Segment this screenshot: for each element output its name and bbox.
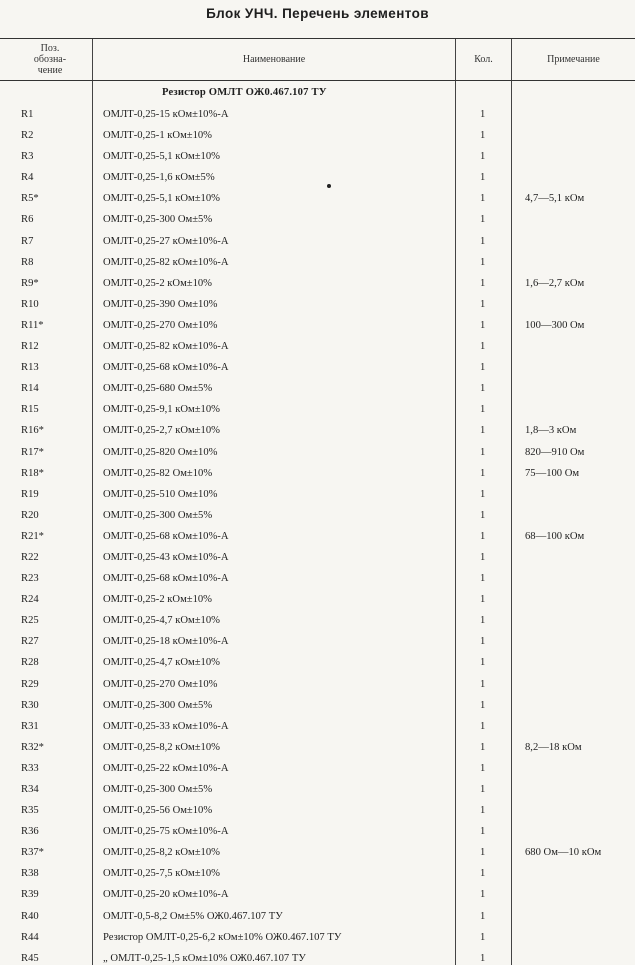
row-quantity: 1 bbox=[480, 109, 486, 120]
table-row bbox=[0, 294, 635, 315]
table-row bbox=[0, 104, 635, 125]
row-position: R6 bbox=[21, 214, 34, 226]
row-quantity: 1 bbox=[480, 573, 486, 585]
table-row bbox=[0, 252, 635, 273]
row-position: R22 bbox=[21, 551, 39, 563]
header-pos-line: Поз. bbox=[40, 43, 60, 54]
row-note: 75—100 Ом bbox=[525, 467, 580, 479]
row-position: R9* bbox=[21, 277, 39, 289]
table-row bbox=[0, 695, 635, 716]
header-note: Примечание bbox=[547, 54, 600, 65]
group-heading: Резистор ОМЛТ ОЖ0.467.107 ТУ bbox=[162, 87, 327, 98]
table-row bbox=[0, 336, 635, 357]
row-name: ОМЛТ-0,25-20 кОм±10%-А bbox=[103, 889, 229, 901]
table-row bbox=[0, 779, 635, 800]
row-name: ОМЛТ-0,25-68 кОм±10%-А bbox=[103, 362, 229, 374]
table-row bbox=[0, 674, 635, 695]
row-name: ОМЛТ-0,25-9,1 кОм±10% bbox=[103, 404, 220, 416]
table-row bbox=[0, 568, 635, 589]
row-position: R10 bbox=[21, 298, 39, 310]
row-quantity: 1 bbox=[480, 362, 486, 374]
row-name: ОМЛТ-0,25-8,2 кОм±10% bbox=[103, 847, 220, 859]
row-name: ОМЛТ-0,25-300 Ом±5% bbox=[103, 699, 213, 711]
elements-table bbox=[0, 38, 635, 965]
table-row bbox=[0, 842, 635, 863]
row-name: ОМЛТ-0,25-75 кОм±10%-А bbox=[103, 826, 229, 838]
row-name: ОМЛТ-0,25-300 Ом±5% bbox=[103, 509, 213, 521]
row-position: R30 bbox=[21, 699, 39, 711]
table-row bbox=[0, 652, 635, 673]
row-quantity: 1 bbox=[480, 404, 486, 416]
row-quantity: 1 bbox=[480, 277, 486, 289]
row-quantity: 1 bbox=[480, 805, 486, 817]
row-name: ОМЛТ-0,25-15 кОм±10%-А bbox=[103, 109, 229, 120]
table-row bbox=[0, 526, 635, 547]
row-name: ОМЛТ-0,25-390 Ом±10% bbox=[103, 298, 218, 310]
row-position: R4 bbox=[21, 172, 34, 184]
row-quantity: 1 bbox=[480, 509, 486, 521]
row-name: ОМЛТ-0,25-1 кОм±10% bbox=[103, 130, 212, 142]
row-quantity: 1 bbox=[480, 467, 486, 479]
row-note: 100—300 Ом bbox=[525, 319, 585, 331]
row-position: R11* bbox=[21, 319, 44, 331]
row-note: 68—100 кОм bbox=[525, 530, 585, 542]
row-position: R17* bbox=[21, 446, 44, 458]
header-pos-line: чение bbox=[37, 65, 63, 76]
table-row bbox=[0, 863, 635, 884]
row-name: ОМЛТ-0,25-300 Ом±5% bbox=[103, 214, 213, 226]
row-quantity: 1 bbox=[480, 826, 486, 838]
row-name: ОМЛТ-0,25-4,7 кОм±10% bbox=[103, 615, 220, 627]
table-row bbox=[0, 357, 635, 378]
row-quantity: 1 bbox=[480, 383, 486, 395]
table-row bbox=[0, 906, 635, 927]
table-row bbox=[0, 948, 635, 965]
row-position: R38 bbox=[21, 868, 39, 880]
row-name: ОМЛТ-0,25-68 кОм±10%-А bbox=[103, 530, 229, 542]
row-name: ОМЛТ-0,25-56 Ом±10% bbox=[103, 805, 213, 817]
row-quantity: 1 bbox=[480, 784, 486, 795]
row-quantity: 1 bbox=[480, 720, 486, 732]
table-row bbox=[0, 273, 635, 294]
row-position: R27 bbox=[21, 636, 39, 648]
page-title: Блок УНЧ. Перечень элементов bbox=[206, 6, 429, 21]
header-quantity: Кол. bbox=[474, 54, 493, 65]
row-name: ОМЛТ-0,25-33 кОм±10%-А bbox=[103, 720, 229, 732]
table-row bbox=[0, 231, 635, 252]
table-row bbox=[0, 547, 635, 568]
row-position: R35 bbox=[21, 805, 39, 817]
row-quantity: 1 bbox=[480, 319, 486, 331]
table-body bbox=[0, 104, 635, 965]
row-name: ОМЛТ-0,25-5,1 кОм±10% bbox=[103, 193, 220, 205]
table-row bbox=[0, 821, 635, 842]
table-row bbox=[0, 758, 635, 779]
table-row bbox=[0, 378, 635, 399]
row-name: ОМЛТ-0,25-68 кОм±10%-А bbox=[103, 573, 229, 585]
row-position: R34 bbox=[21, 784, 39, 795]
row-position: R33 bbox=[21, 762, 39, 774]
row-position: R39 bbox=[21, 889, 39, 901]
row-name: ОМЛТ-0,25-680 Ом±5% bbox=[103, 383, 213, 395]
row-position: R37* bbox=[21, 847, 44, 859]
row-position: R7 bbox=[21, 235, 34, 247]
row-position: R12 bbox=[21, 341, 39, 353]
row-quantity: 1 bbox=[480, 235, 486, 247]
row-name: ОМЛТ-0,25-82 кОм±10%-А bbox=[103, 341, 229, 353]
row-position: R19 bbox=[21, 488, 39, 500]
header-pos-line: обозна- bbox=[33, 54, 67, 65]
row-name: ОМЛТ-0,25-22 кОм±10%-А bbox=[103, 762, 229, 774]
table-row bbox=[0, 125, 635, 146]
row-name: Резистор ОМЛТ-0,25-6,2 кОм±10% ОЖ0.467.107 ТУ bbox=[103, 931, 342, 943]
table-row bbox=[0, 505, 635, 526]
row-position: R2 bbox=[21, 130, 34, 142]
row-position: R13 bbox=[21, 362, 39, 374]
row-name: ОМЛТ-0,25-7,5 кОм±10% bbox=[103, 868, 220, 880]
row-name: ОМЛТ-0,25-270 Ом±10% bbox=[103, 319, 218, 331]
row-quantity: 1 bbox=[480, 341, 486, 353]
row-position: R24 bbox=[21, 594, 39, 606]
table-row bbox=[0, 589, 635, 610]
row-quantity: 1 bbox=[480, 256, 486, 268]
row-position: R45 bbox=[21, 952, 39, 964]
table-row bbox=[0, 884, 635, 905]
row-quantity: 1 bbox=[480, 847, 486, 859]
table-row bbox=[0, 315, 635, 336]
row-position: R40 bbox=[21, 910, 39, 922]
table-row bbox=[0, 716, 635, 737]
row-quantity: 1 bbox=[480, 172, 486, 184]
header-position bbox=[8, 39, 92, 80]
table-row bbox=[0, 610, 635, 631]
row-name: ОМЛТ-0,25-270 Ом±10% bbox=[103, 678, 218, 690]
row-quantity: 1 bbox=[480, 931, 486, 943]
row-name: ОМЛТ-0,25-82 кОм±10%-А bbox=[103, 256, 229, 268]
row-position: R31 bbox=[21, 720, 39, 732]
row-name: ОМЛТ-0,25-27 кОм±10%-А bbox=[103, 235, 229, 247]
row-name: ОМЛТ-0,25-18 кОм±10%-А bbox=[103, 636, 229, 648]
group-heading-row bbox=[0, 81, 635, 104]
row-position: R18* bbox=[21, 467, 44, 479]
row-quantity: 1 bbox=[480, 594, 486, 606]
table-row bbox=[0, 927, 635, 948]
row-quantity: 1 bbox=[480, 952, 486, 964]
row-quantity: 1 bbox=[480, 699, 486, 711]
row-quantity: 1 bbox=[480, 446, 486, 458]
row-name: ОМЛТ-0,25-82 Ом±10% bbox=[103, 467, 213, 479]
row-position: R3 bbox=[21, 151, 34, 163]
row-position: R1 bbox=[21, 109, 34, 120]
table-header bbox=[0, 38, 635, 81]
row-quantity: 1 bbox=[480, 551, 486, 563]
table-row bbox=[0, 800, 635, 821]
row-name: ОМЛТ-0,25-43 кОм±10%-А bbox=[103, 551, 229, 563]
row-position: R15 bbox=[21, 404, 39, 416]
row-position: R8 bbox=[21, 256, 34, 268]
row-note: 1,6—2,7 кОм bbox=[525, 277, 585, 289]
row-position: R21* bbox=[21, 530, 44, 542]
row-position: R28 bbox=[21, 657, 39, 669]
row-note: 8,2—18 кОм bbox=[525, 741, 582, 753]
row-position: R23 bbox=[21, 573, 39, 585]
table-row bbox=[0, 167, 635, 188]
table-row bbox=[0, 209, 635, 230]
table-row bbox=[0, 399, 635, 420]
row-position: R14 bbox=[21, 383, 39, 395]
row-quantity: 1 bbox=[480, 868, 486, 880]
row-quantity: 1 bbox=[480, 298, 486, 310]
row-quantity: 1 bbox=[480, 657, 486, 669]
table-row bbox=[0, 188, 635, 209]
table-row bbox=[0, 737, 635, 758]
row-name: „ ОМЛТ-0,25-1,5 кОм±10% ОЖ0.467.107 ТУ bbox=[103, 952, 306, 964]
table-row bbox=[0, 420, 635, 441]
table-row bbox=[0, 442, 635, 463]
row-quantity: 1 bbox=[480, 741, 486, 753]
row-quantity: 1 bbox=[480, 530, 486, 542]
row-quantity: 1 bbox=[480, 889, 486, 901]
row-name: ОМЛТ-0,25-8,2 кОм±10% bbox=[103, 741, 220, 753]
row-note: 1,8—3 кОм bbox=[525, 425, 577, 437]
row-note: 680 Ом—10 кОм bbox=[525, 847, 602, 859]
row-quantity: 1 bbox=[480, 615, 486, 627]
row-name: ОМЛТ-0,25-1,6 кОм±5% bbox=[103, 172, 215, 184]
row-note: 4,7—5,1 кОм bbox=[525, 193, 585, 205]
table-row bbox=[0, 484, 635, 505]
row-position: R36 bbox=[21, 826, 39, 838]
table-row bbox=[0, 146, 635, 167]
row-position: R29 bbox=[21, 678, 39, 690]
row-position: R44 bbox=[21, 931, 39, 943]
row-quantity: 1 bbox=[480, 910, 486, 922]
row-quantity: 1 bbox=[480, 425, 486, 437]
row-note: 820—910 Ом bbox=[525, 446, 585, 458]
row-name: ОМЛТ-0,25-820 Ом±10% bbox=[103, 446, 218, 458]
row-quantity: 1 bbox=[480, 762, 486, 774]
row-quantity: 1 bbox=[480, 193, 486, 205]
row-name: ОМЛТ-0,25-5,1 кОм±10% bbox=[103, 151, 220, 163]
row-name: ОМЛТ-0,5-8,2 Ом±5% ОЖ0.467.107 ТУ bbox=[103, 910, 283, 922]
row-quantity: 1 bbox=[480, 636, 486, 648]
row-quantity: 1 bbox=[480, 678, 486, 690]
table-row bbox=[0, 463, 635, 484]
row-position: R20 bbox=[21, 509, 39, 521]
row-name: ОМЛТ-0,25-300 Ом±5% bbox=[103, 784, 213, 795]
row-quantity: 1 bbox=[480, 151, 486, 163]
row-quantity: 1 bbox=[480, 130, 486, 142]
ink-dot bbox=[327, 184, 331, 188]
row-name: ОМЛТ-0,25-2,7 кОм±10% bbox=[103, 425, 220, 437]
row-position: R32* bbox=[21, 741, 44, 753]
table-row bbox=[0, 631, 635, 652]
row-name: ОМЛТ-0,25-510 Ом±10% bbox=[103, 488, 218, 500]
row-name: ОМЛТ-0,25-2 кОм±10% bbox=[103, 277, 212, 289]
row-name: ОМЛТ-0,25-2 кОм±10% bbox=[103, 594, 212, 606]
row-quantity: 1 bbox=[480, 214, 486, 226]
row-quantity: 1 bbox=[480, 488, 486, 500]
row-position: R5* bbox=[21, 193, 39, 205]
row-position: R16* bbox=[21, 425, 44, 437]
row-name: ОМЛТ-0,25-4,7 кОм±10% bbox=[103, 657, 220, 669]
header-name: Наименование bbox=[242, 54, 306, 65]
row-position: R25 bbox=[21, 615, 39, 627]
